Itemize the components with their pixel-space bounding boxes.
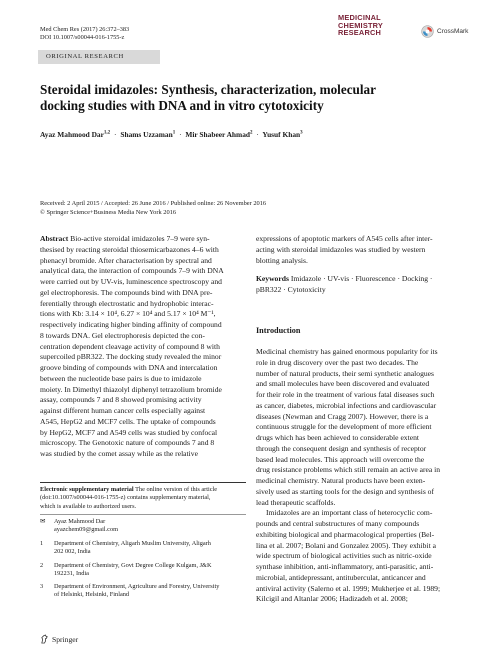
- author-name[interactable]: Yusuf Khan: [262, 130, 301, 139]
- section-label-bar: [38, 50, 160, 64]
- keywords: Keywords Imidazole · UV-vis · Fluorescence · Docking · pBR322 · Cytotoxicity: [256, 274, 433, 294]
- introduction-body: Medicinal chemistry has gained enormous popularity for its role in drug discovery over the past two decades. The number of natural products, their semi synthetic analogues and small molecules have been discovered and evaluated for their role in the treatment of various fatal diseases such as cancer, diabetes, microbial infections and cardiovascular diseases (Newman and Cragg 2007). However, there is a continuous struggle for the development of more efficient drugs which has been achieved to considerable extent through the consequent design and synthesis of receptor based lead molecules. This approach will overcome the drug resistance problems which still remain an active area in medicinal chemistry. Natural products have been exten- sively used as starting tools for the design and synthesis of lead therapeutic scaffolds. Imidazoles are an important class of heterocyclic com- pounds and central substructures of many compounds exhibiting biological and pharmacological properties (Bel- lina et al. 2007; Bolani and Gonzalez 2005). They exhibit a wide spectrum of biological activities such as nitric-oxide synthase inhibition, anti-inflammatory, anti-parasitic, anti- microbial, antidepressant, antituberculat, anticancer and antiviral activity (Salerno et al. 1999; Mukherjee et al. 1989; Kilcigil and Altanlar 2006; Hadizadeh et al. 2008;: [256, 347, 441, 604]
- corresponding-author-name: Ayaz Mahmood Dar: [54, 518, 106, 525]
- journal-citation: Med Chem Res (2017) 26:372–383: [40, 26, 130, 33]
- corresponding-author: [40, 518, 246, 535]
- footnote-divider: [40, 482, 246, 483]
- author-name[interactable]: Shams Uzzaman: [120, 130, 173, 139]
- abstract-continued: expressions of apoptotic markers of A545 cells after inter- acting with steroidal imidazoles was studied by western blotting analysis.: [256, 234, 433, 265]
- keywords-label: Keywords: [256, 274, 289, 283]
- journal-reference: [40, 26, 129, 43]
- affiliation: 2 Department of Chemistry, Govt Degree College Kulgam, J&K 192231, India: [40, 561, 212, 577]
- crossmark-label: CrossMark: [437, 28, 469, 35]
- abstract: Abstract Bio-active steroidal imidazoles 7–9 were syn- thesised by reacting steroidal thiosemicarbazones 4–6 with phenacyl bromide. After characterisation by spectral and analytical data, the interaction of compounds 7–9 with DNA were carried out by UV-vis, luminescence spectroscopy and gel electrophoresis. The compounds bind with DNA pre- ferentially through electrostatic and hydrophobic interac- tions with Kb: 3.14 × 10⁴, 6.27 × 10⁴ and 5.17 × 10⁴ M⁻¹, respectively indicating higher binding affinity of compound 8 towards DNA. Gel electrophoresis depicted the con- centration dependent cleavage activity of compound 8 with supercoiled pBR322. The docking study revealed the minor groove binding of compounds with DNA and intercalation between the nucleotide base pairs is due to imidazole moiety. In Dimethyl thiazolyl diphenyl tetrazolium bromide assay, compounds 7 and 8 showed promising activity against different human cancer cells especially against A545, HepG2 and MCF7 cells. The uptake of compounds by HepG2, MCF7 and A549 cells was studied by confocal microscopy. The Genotoxic nature of compounds 7 and 8 was studied by the comet assay while as the relative: [40, 234, 224, 458]
- journal-logo: MEDICINAL CHEMISTRY RESEARCH: [338, 13, 384, 38]
- affiliations: [40, 540, 246, 605]
- publisher-footer: [40, 634, 78, 644]
- supplementary-material-note: Electronic supplementary material The online version of this article (doi:10.1007/s00044-016-1755-z) contains supplementary material, which is available to authorized users.: [40, 486, 246, 511]
- crossmark-icon: [421, 25, 434, 38]
- doi-line: DOI 10.1007/s00044-016-1755-z: [40, 34, 125, 42]
- author-name[interactable]: Mir Shabeer Ahmad: [185, 130, 250, 139]
- article-title: Steroidal imidazoles: Synthesis, characterization, molecular docking studies with DNA and in vitro cytotoxicity: [40, 82, 376, 113]
- supplementary-doi-link[interactable]: (doi:10.1007/s00044-016-1755-z) contains supplementary material,: [40, 494, 211, 502]
- correspondence-divider: [40, 514, 246, 515]
- crossmark-badge[interactable]: [421, 25, 468, 38]
- introduction-heading: Introduction: [256, 326, 301, 335]
- springer-horse-icon: [40, 634, 49, 644]
- section-label: ORIGINAL RESEARCH: [46, 53, 124, 60]
- publication-history: Received: 2 April 2015 / Accepted: 26 June 2016 / Published online: 26 November 2016 © Springer Science+Business Media New York 2016: [40, 200, 267, 216]
- copyright-line: © Springer Science+Business Media New York 2016: [40, 208, 177, 216]
- corresponding-author-email[interactable]: ayazchem09@gmail.com: [54, 526, 119, 534]
- envelope-icon: ✉: [40, 518, 46, 525]
- author-list: Ayaz Mahmood Dar$^{1,2}$ · Shams Uzzaman$^1$ · Mir Shabeer Ahmad$^2$ · Yusuf Khan$^3$: [40, 130, 303, 139]
- affiliation: 1 Department of Chemistry, Aligarh Muslim University, Aligarh 202 002, India: [40, 540, 211, 556]
- author-name[interactable]: Ayaz Mahmood Dar: [40, 130, 104, 139]
- abstract-label: Abstract: [40, 234, 69, 243]
- affiliation: 3 Department of Environment, Agriculture and Forestry, University of Helsinki, Helsinki, Finland: [40, 583, 220, 599]
- publisher-name: Springer: [52, 634, 79, 644]
